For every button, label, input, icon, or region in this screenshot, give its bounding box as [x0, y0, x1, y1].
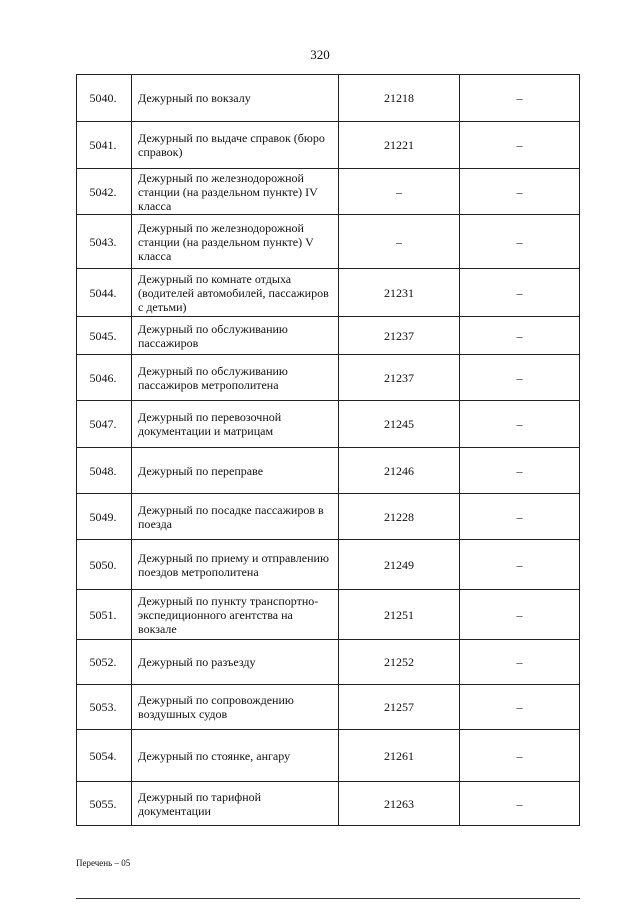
- row-name: Дежурный по железнодорожной станции (на раздельном пункте) V класса: [132, 215, 339, 269]
- table-row: [77, 540, 580, 590]
- row-number: 5043.: [77, 215, 132, 269]
- table-row: [77, 448, 580, 494]
- row-number: 5052.: [77, 640, 132, 685]
- row-number: 5041.: [77, 122, 132, 169]
- table-row: [77, 269, 580, 317]
- profession-table: [76, 74, 580, 826]
- row-extra: –: [460, 448, 580, 494]
- row-code: 21251: [339, 590, 460, 640]
- row-extra: –: [460, 269, 580, 317]
- row-name: Дежурный по переправе: [132, 448, 339, 494]
- row-code: –: [339, 169, 460, 215]
- row-extra: –: [460, 75, 580, 122]
- row-extra: –: [460, 401, 580, 448]
- row-number: 5047.: [77, 401, 132, 448]
- bottom-divider: [76, 898, 580, 899]
- row-number: 5048.: [77, 448, 132, 494]
- row-name: Дежурный по сопровождению воздушных судов: [132, 685, 339, 730]
- page-number: 320: [310, 47, 330, 62]
- row-code: 21252: [339, 640, 460, 685]
- row-name: Дежурный по обслуживанию пассажиров метрополитена: [132, 355, 339, 401]
- row-number: 5040.: [77, 75, 132, 122]
- table-row: [77, 782, 580, 826]
- row-name: Дежурный по приему и отправлению поездов метрополитена: [132, 540, 339, 590]
- row-name: Дежурный по разъезду: [132, 640, 339, 685]
- row-code: 21249: [339, 540, 460, 590]
- row-number: 5046.: [77, 355, 132, 401]
- row-extra: –: [460, 685, 580, 730]
- row-code: 21257: [339, 685, 460, 730]
- row-code: 21221: [339, 122, 460, 169]
- table-row: [77, 169, 580, 215]
- row-name: Дежурный по стоянке, ангару: [132, 730, 339, 782]
- row-extra: –: [460, 317, 580, 355]
- row-extra: –: [460, 215, 580, 269]
- row-code: 21246: [339, 448, 460, 494]
- table-row: [77, 355, 580, 401]
- row-name: Дежурный по перевозочной документации и матрицам: [132, 401, 339, 448]
- table-row: [77, 640, 580, 685]
- table-row: [77, 730, 580, 782]
- row-number: 5042.: [77, 169, 132, 215]
- table-row: [77, 494, 580, 540]
- row-name: Дежурный по пункту транспортно-экспедиционного агентства на вокзале: [132, 590, 339, 640]
- row-extra: –: [460, 782, 580, 826]
- row-name: Дежурный по вокзалу: [132, 75, 339, 122]
- footer-label: Перечень – 05: [76, 858, 131, 868]
- row-extra: –: [460, 540, 580, 590]
- row-number: 5044.: [77, 269, 132, 317]
- row-name: Дежурный по железнодорожной станции (на раздельном пункте) IV класса: [132, 169, 339, 215]
- row-number: 5055.: [77, 782, 132, 826]
- row-code: 21261: [339, 730, 460, 782]
- row-number: 5051.: [77, 590, 132, 640]
- row-number: 5049.: [77, 494, 132, 540]
- row-extra: –: [460, 640, 580, 685]
- row-code: –: [339, 215, 460, 269]
- table-row: [77, 215, 580, 269]
- row-code: 21263: [339, 782, 460, 826]
- row-code: 21237: [339, 355, 460, 401]
- row-name: Дежурный по выдаче справок (бюро справок): [132, 122, 339, 169]
- row-number: 5045.: [77, 317, 132, 355]
- row-number: 5050.: [77, 540, 132, 590]
- row-code: 21231: [339, 269, 460, 317]
- table-row: [77, 685, 580, 730]
- row-code: 21218: [339, 75, 460, 122]
- row-code: 21245: [339, 401, 460, 448]
- row-name: Дежурный по тарифной документации: [132, 782, 339, 826]
- row-extra: –: [460, 730, 580, 782]
- row-name: Дежурный по посадке пассажиров в поезда: [132, 494, 339, 540]
- row-extra: –: [460, 355, 580, 401]
- row-extra: –: [460, 494, 580, 540]
- row-extra: –: [460, 122, 580, 169]
- row-code: 21237: [339, 317, 460, 355]
- row-code: 21228: [339, 494, 460, 540]
- row-name: Дежурный по комнате отдыха (водителей автомобилей, пассажиров с детьми): [132, 269, 339, 317]
- table-row: [77, 590, 580, 640]
- table-row: [77, 75, 580, 122]
- row-number: 5054.: [77, 730, 132, 782]
- row-extra: –: [460, 169, 580, 215]
- row-extra: –: [460, 590, 580, 640]
- table-row: [77, 317, 580, 355]
- row-name: Дежурный по обслуживанию пассажиров: [132, 317, 339, 355]
- row-number: 5053.: [77, 685, 132, 730]
- table-row: [77, 401, 580, 448]
- table-row: [77, 122, 580, 169]
